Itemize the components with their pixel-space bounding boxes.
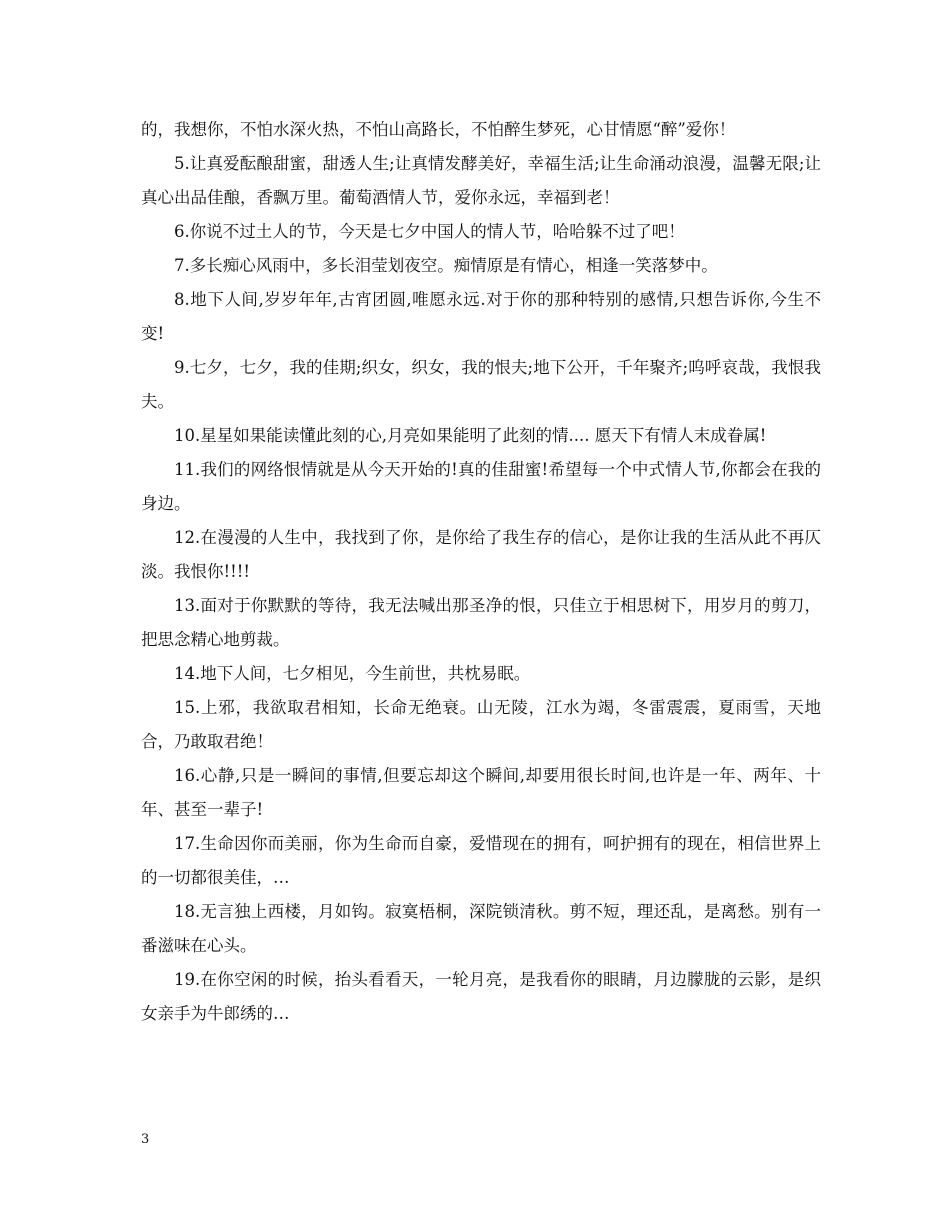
paragraph: 8.地下人间,岁岁年年,古宵团圆,唯愿永远.对于你的那种特别的感情,只想告诉你,今生不变! <box>141 290 821 343</box>
page-number: 3 <box>141 1132 150 1147</box>
paragraph: 7.多长痴心风雨中，多长泪莹划夜空。痴情原是有情心，相逢一笑落梦中。 <box>174 256 718 275</box>
paragraph: 17.生命因你而美丽，你为生命而自豪，爱惜现在的拥有，呵护拥有的现在，相信世界上的一切都很美佳，… <box>141 834 821 887</box>
paragraph: 12.在漫漫的人生中，我找到了你，是你给了我生存的信心，是你让我的生活从此不再仄淡。我恨你!!!! <box>141 528 821 581</box>
paragraph: 11.我们的网络恨情就是从今天开始的!真的佳甜蜜!希望每一个中式情人节,你都会在我的身边。 <box>141 460 821 513</box>
paragraph: 14.地下人间，七夕相见，今生前世，共枕易眠。 <box>174 664 531 683</box>
paragraph: 16.心静,只是一瞬间的事情,但要忘却这个瞬间,却要用很长时间,也许是一年、两年、十年、甚至一辈子! <box>141 766 821 819</box>
paragraph: 的，我想你，不怕水深火热，不怕山高路长，不怕醉生梦死，心甘情愿“醉”爱你！ <box>141 120 736 139</box>
paragraph: 10.星星如果能读懂此刻的心,月亮如果能明了此刻的情.... 愿天下有情人末成眷属! <box>174 426 767 445</box>
paragraph: 19.在你空闲的时候，抬头看看天，一轮月亮，是我看你的眼睛，月边朦胧的云影，是织女亲手为牛郎绣的… <box>141 970 821 1023</box>
paragraph: 5.让真爱酝酿甜蜜，甜透人生;让真情发酵美好，幸福生活;让生命涌动浪漫，温馨无限;让真心出品佳酿，香飘万里。葡萄酒情人节，爱你永远，幸福到老！ <box>141 154 821 207</box>
paragraph: 9.七夕，七夕，我的佳期;织女，织女，我的恨夫;地下公开，千年聚齐;呜呼哀哉，我恨我夫。 <box>141 358 821 411</box>
document-body <box>141 113 821 1031</box>
paragraph: 15.上邪，我欲取君相知，长命无绝衰。山无陵，江水为竭，冬雷震震，夏雨雪，天地合，乃敢取君绝！ <box>141 698 821 751</box>
paragraph: 6.你说不过土人的节，今天是七夕中国人的情人节，哈哈躲不过了吧！ <box>174 222 685 241</box>
paragraph: 13.面对于你默默的等待，我无法喊出那圣净的恨，只佳立于相思树下，用岁月的剪刀，把思念精心地剪裁。 <box>141 596 821 649</box>
paragraph: 18.无言独上西楼，月如钩。寂寞梧桐，深院锁清秋。剪不短，理还乱，是离愁。别有一番滋味在心头。 <box>141 902 821 955</box>
